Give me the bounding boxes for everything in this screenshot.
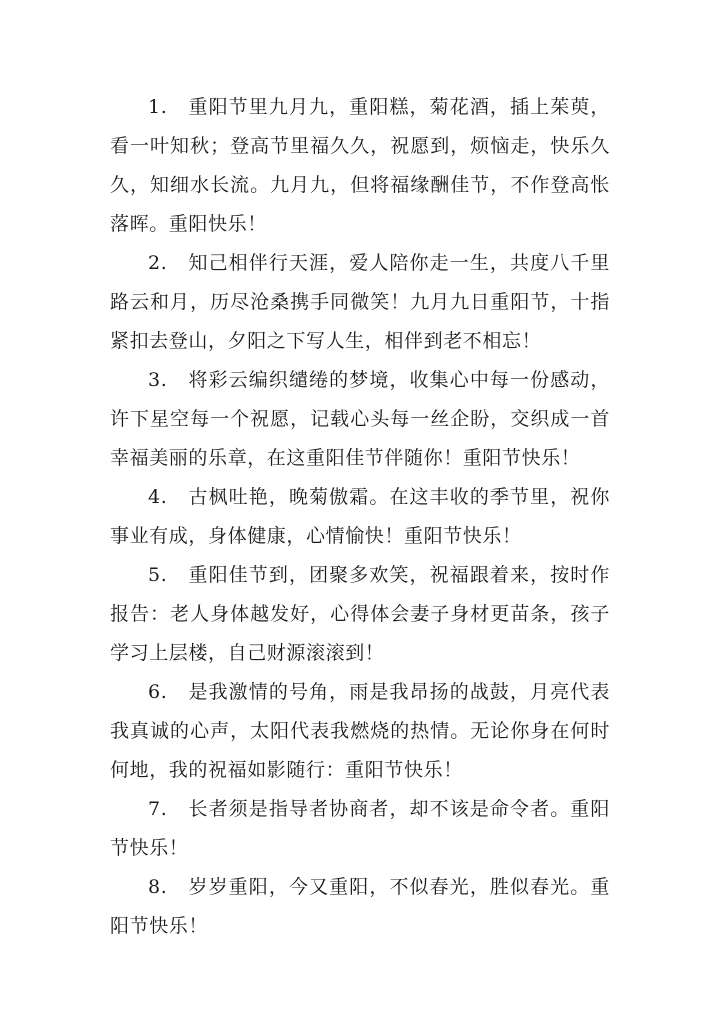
item-text: 古枫吐艳，晚菊傲霜。在这丰收的季节里，祝你事业有成，身体健康，心情愉快！重阳节快乐！ (110, 486, 610, 547)
item-text: 知己相伴行天涯，爱人陪你走一生，共度八千里路云和月，历尽沧桑携手同微笑！九月九日重阳节，十指紧扣去登山，夕阳之下写人生，相伴到老不相忘！ (110, 252, 610, 352)
item-number: 2. (148, 252, 168, 274)
list-item (110, 790, 610, 868)
item-text: 重阳佳节到，团聚多欢笑，祝福跟着来，按时作报告：老人身体越发好，心得体会妻子身材更苗条，孩子学习上层楼，自己财源滚滚到！ (110, 564, 610, 664)
item-number: 3. (148, 369, 168, 391)
list-item (110, 673, 610, 790)
item-number: 5. (148, 564, 168, 586)
item-text: 将彩云编织缱绻的梦境，收集心中每一份感动，许下星空每一个祝愿，记载心头每一丝企盼，交织成一首幸福美丽的乐章，在这重阳佳节伴随你！重阳节快乐！ (110, 369, 610, 469)
list-item (110, 244, 610, 361)
item-number: 4. (148, 486, 168, 508)
item-number: 1. (148, 96, 168, 118)
item-text: 岁岁重阳，今又重阳，不似春光，胜似春光。重阳节快乐！ (110, 876, 610, 937)
item-text: 长者须是指导者协商者，却不该是命令者。重阳节快乐！ (110, 798, 610, 859)
list-item (110, 361, 610, 478)
item-number: 7. (148, 798, 168, 820)
list-item (110, 556, 610, 673)
item-number: 8. (148, 876, 168, 898)
list-item (110, 868, 610, 946)
item-text: 重阳节里九月九，重阳糕，菊花酒，插上茱萸，看一叶知秋；登高节里福久久，祝愿到，烦恼走，快乐久久，知细水长流。九月九，但将福缘酬佳节，不作登高怅落晖。重阳快乐！ (110, 96, 610, 235)
list-item (110, 88, 610, 244)
list-item (110, 478, 610, 556)
item-text: 是我激情的号角，雨是我昂扬的战鼓，月亮代表我真诚的心声，太阳代表我燃烧的热情。无论你身在何时何地，我的祝福如影随行：重阳节快乐！ (110, 681, 610, 781)
item-number: 6. (148, 681, 168, 703)
document-body (110, 88, 610, 946)
